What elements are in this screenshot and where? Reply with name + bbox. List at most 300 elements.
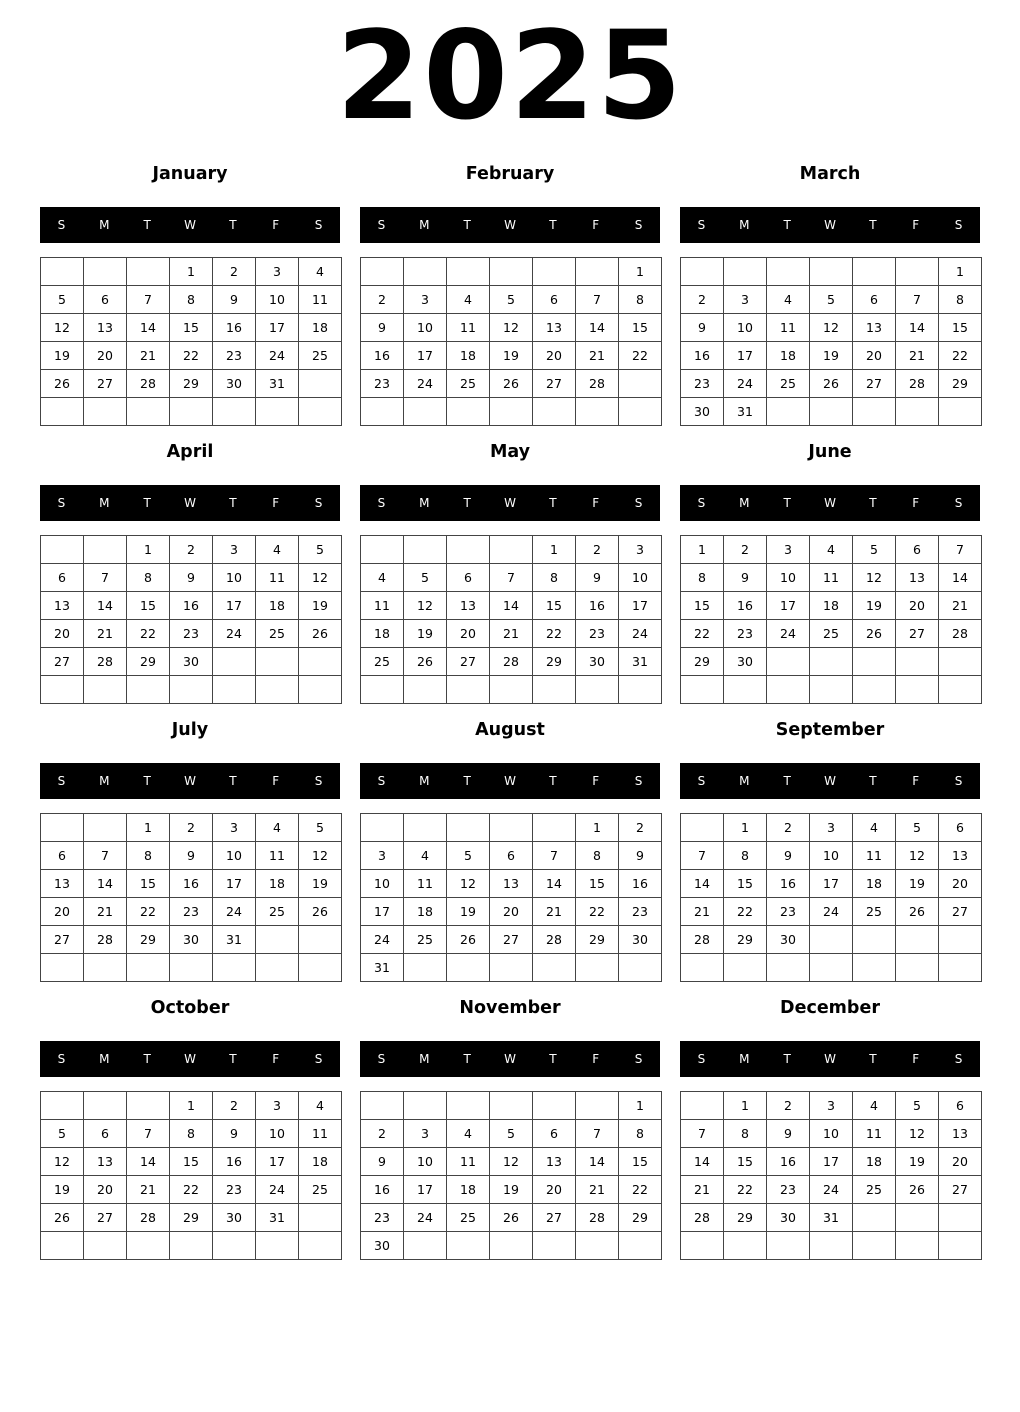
empty-day-cell <box>84 1092 127 1120</box>
day-cell: 21 <box>84 898 127 926</box>
day-cell: 22 <box>724 898 767 926</box>
empty-day-cell <box>576 1232 619 1260</box>
day-cell: 21 <box>127 1176 170 1204</box>
day-cell: 14 <box>576 1148 619 1176</box>
weekday-label: S <box>314 774 323 788</box>
empty-day-cell <box>767 676 810 704</box>
day-cell: 17 <box>767 592 810 620</box>
weekday-label: T <box>869 774 877 788</box>
day-cell: 15 <box>724 1148 767 1176</box>
day-cell: 18 <box>447 1176 490 1204</box>
day-cell: 23 <box>619 898 662 926</box>
day-cell: 25 <box>767 370 810 398</box>
day-cell: 7 <box>84 564 127 592</box>
week-row <box>361 954 662 982</box>
weekday-label: T <box>463 774 471 788</box>
day-cell: 30 <box>170 926 213 954</box>
empty-day-cell <box>256 676 299 704</box>
day-cell: 16 <box>213 314 256 342</box>
weekday-label: T <box>143 496 151 510</box>
day-cell: 23 <box>170 898 213 926</box>
empty-day-cell <box>619 676 662 704</box>
day-cell: 26 <box>853 620 896 648</box>
day-cell: 10 <box>724 314 767 342</box>
day-cell: 20 <box>896 592 939 620</box>
day-cell: 23 <box>576 620 619 648</box>
empty-day-cell <box>681 1232 724 1260</box>
day-cell: 28 <box>84 648 127 676</box>
weekday-header <box>360 485 660 521</box>
day-cell: 30 <box>767 926 810 954</box>
day-cell: 24 <box>256 342 299 370</box>
day-cell: 17 <box>810 870 853 898</box>
day-cell: 24 <box>724 370 767 398</box>
day-cell: 28 <box>681 926 724 954</box>
day-cell: 25 <box>256 898 299 926</box>
day-cell: 13 <box>41 592 84 620</box>
weekday-label: S <box>377 774 386 788</box>
day-cell: 16 <box>767 1148 810 1176</box>
week-row <box>361 314 662 342</box>
day-cell: 27 <box>939 898 982 926</box>
weekday-label: T <box>229 218 237 232</box>
day-cell: 25 <box>404 926 447 954</box>
empty-day-cell <box>681 954 724 982</box>
weekday-label: W <box>824 774 836 788</box>
empty-day-cell <box>896 258 939 286</box>
weekday-label: F <box>592 774 600 788</box>
day-cell: 2 <box>619 814 662 842</box>
weekday-header <box>680 763 980 799</box>
empty-day-cell <box>299 398 342 426</box>
empty-day-cell <box>84 536 127 564</box>
day-cell: 12 <box>447 870 490 898</box>
weekday-label: T <box>783 496 791 510</box>
weekday-label: M <box>419 774 430 788</box>
week-row <box>681 676 982 704</box>
empty-day-cell <box>299 648 342 676</box>
day-cell: 12 <box>853 564 896 592</box>
day-cell: 8 <box>170 1120 213 1148</box>
day-grid <box>680 1091 982 1260</box>
empty-day-cell <box>533 258 576 286</box>
empty-day-cell <box>361 676 404 704</box>
day-cell: 25 <box>853 1176 896 1204</box>
day-cell: 4 <box>256 814 299 842</box>
empty-day-cell <box>724 258 767 286</box>
day-cell: 24 <box>213 898 256 926</box>
empty-day-cell <box>256 648 299 676</box>
week-row <box>681 926 982 954</box>
empty-day-cell <box>41 676 84 704</box>
day-cell: 14 <box>127 314 170 342</box>
day-cell: 24 <box>619 620 662 648</box>
day-cell: 23 <box>361 1204 404 1232</box>
week-row <box>361 1120 662 1148</box>
week-row <box>681 286 982 314</box>
empty-day-cell <box>896 1232 939 1260</box>
day-cell: 1 <box>681 536 724 564</box>
empty-day-cell <box>213 398 256 426</box>
day-cell: 14 <box>490 592 533 620</box>
day-cell: 22 <box>619 1176 662 1204</box>
weekday-header <box>360 1041 660 1077</box>
day-cell: 9 <box>213 286 256 314</box>
day-cell: 11 <box>447 314 490 342</box>
empty-day-cell <box>404 258 447 286</box>
day-cell: 6 <box>939 1092 982 1120</box>
day-cell: 29 <box>724 926 767 954</box>
empty-day-cell <box>681 814 724 842</box>
empty-day-cell <box>404 676 447 704</box>
day-grid <box>680 535 982 704</box>
day-cell: 20 <box>84 1176 127 1204</box>
day-cell: 8 <box>724 842 767 870</box>
empty-day-cell <box>490 398 533 426</box>
day-cell: 2 <box>576 536 619 564</box>
weekday-label: S <box>697 1052 706 1066</box>
month-name: July <box>171 720 209 740</box>
weekday-label: S <box>377 218 386 232</box>
week-row <box>681 1092 982 1120</box>
day-cell: 20 <box>939 1148 982 1176</box>
empty-day-cell <box>810 954 853 982</box>
day-cell: 21 <box>84 620 127 648</box>
day-cell: 14 <box>681 1148 724 1176</box>
day-cell: 6 <box>41 842 84 870</box>
empty-day-cell <box>939 954 982 982</box>
day-cell: 25 <box>299 342 342 370</box>
day-grid <box>360 1091 662 1260</box>
day-cell: 9 <box>361 314 404 342</box>
empty-day-cell <box>724 676 767 704</box>
day-cell: 20 <box>41 898 84 926</box>
weekday-label: S <box>634 218 643 232</box>
weekday-label: F <box>272 218 280 232</box>
weekday-label: F <box>592 1052 600 1066</box>
week-row <box>41 286 342 314</box>
weekday-header <box>360 763 660 799</box>
weekday-label: W <box>824 496 836 510</box>
day-cell: 6 <box>84 286 127 314</box>
weekday-label: W <box>504 774 516 788</box>
day-cell: 27 <box>490 926 533 954</box>
day-cell: 15 <box>170 1148 213 1176</box>
empty-day-cell <box>213 954 256 982</box>
weekday-label: S <box>314 1052 323 1066</box>
day-cell: 17 <box>724 342 767 370</box>
day-cell: 24 <box>404 1204 447 1232</box>
day-cell: 31 <box>256 1204 299 1232</box>
day-cell: 22 <box>724 1176 767 1204</box>
day-cell: 23 <box>767 898 810 926</box>
day-cell: 27 <box>533 370 576 398</box>
week-row <box>361 342 662 370</box>
week-row <box>361 286 662 314</box>
day-cell: 31 <box>810 1204 853 1232</box>
day-grid <box>40 813 342 982</box>
day-cell: 19 <box>896 870 939 898</box>
empty-day-cell <box>127 1092 170 1120</box>
day-cell: 24 <box>404 370 447 398</box>
year-title: 2025 <box>336 5 684 147</box>
day-cell: 12 <box>404 592 447 620</box>
weekday-header <box>40 1041 340 1077</box>
weekday-label: W <box>824 218 836 232</box>
week-row <box>361 1232 662 1260</box>
week-row <box>681 954 982 982</box>
weekday-label: S <box>954 496 963 510</box>
day-cell: 27 <box>41 648 84 676</box>
day-cell: 18 <box>853 1148 896 1176</box>
week-row <box>681 1120 982 1148</box>
week-row <box>41 1092 342 1120</box>
day-cell: 5 <box>810 286 853 314</box>
day-cell: 12 <box>41 314 84 342</box>
day-cell: 30 <box>361 1232 404 1260</box>
weekday-label: T <box>143 1052 151 1066</box>
day-cell: 30 <box>681 398 724 426</box>
day-cell: 9 <box>724 564 767 592</box>
day-cell: 24 <box>361 926 404 954</box>
day-cell: 9 <box>170 842 213 870</box>
empty-day-cell <box>41 258 84 286</box>
day-cell: 8 <box>619 286 662 314</box>
empty-day-cell <box>490 1232 533 1260</box>
empty-day-cell <box>170 954 213 982</box>
day-cell: 29 <box>619 1204 662 1232</box>
day-cell: 11 <box>853 1120 896 1148</box>
empty-day-cell <box>490 536 533 564</box>
day-grid <box>360 535 662 704</box>
week-row <box>361 592 662 620</box>
week-row <box>681 564 982 592</box>
day-cell: 28 <box>576 370 619 398</box>
day-cell: 11 <box>767 314 810 342</box>
week-row <box>361 842 662 870</box>
empty-day-cell <box>939 676 982 704</box>
empty-day-cell <box>810 648 853 676</box>
weekday-label: S <box>954 1052 963 1066</box>
day-cell: 15 <box>170 314 213 342</box>
day-cell: 10 <box>361 870 404 898</box>
day-cell: 29 <box>681 648 724 676</box>
empty-day-cell <box>490 258 533 286</box>
day-cell: 22 <box>681 620 724 648</box>
empty-day-cell <box>447 954 490 982</box>
day-cell: 1 <box>127 536 170 564</box>
weekday-label: S <box>634 774 643 788</box>
week-row <box>41 1204 342 1232</box>
day-cell: 14 <box>681 870 724 898</box>
week-row <box>361 870 662 898</box>
day-cell: 17 <box>256 1148 299 1176</box>
day-cell: 12 <box>490 314 533 342</box>
day-cell: 16 <box>361 1176 404 1204</box>
weekday-label: W <box>184 496 196 510</box>
day-cell: 11 <box>447 1148 490 1176</box>
day-cell: 30 <box>619 926 662 954</box>
day-cell: 5 <box>404 564 447 592</box>
day-cell: 21 <box>681 1176 724 1204</box>
empty-day-cell <box>41 398 84 426</box>
weekday-label: S <box>377 1052 386 1066</box>
weekday-label: F <box>912 218 920 232</box>
day-cell: 2 <box>724 536 767 564</box>
weekday-label: M <box>739 218 750 232</box>
day-cell: 9 <box>361 1148 404 1176</box>
empty-day-cell <box>767 1232 810 1260</box>
day-cell: 7 <box>533 842 576 870</box>
day-cell: 29 <box>724 1204 767 1232</box>
day-cell: 8 <box>127 564 170 592</box>
day-cell: 5 <box>490 1120 533 1148</box>
day-cell: 31 <box>724 398 767 426</box>
day-cell: 13 <box>41 870 84 898</box>
day-cell: 15 <box>127 870 170 898</box>
day-cell: 12 <box>810 314 853 342</box>
day-cell: 17 <box>213 592 256 620</box>
day-cell: 15 <box>681 592 724 620</box>
empty-day-cell <box>41 1092 84 1120</box>
day-cell: 7 <box>576 1120 619 1148</box>
day-cell: 23 <box>681 370 724 398</box>
day-cell: 2 <box>767 814 810 842</box>
day-cell: 18 <box>361 620 404 648</box>
day-cell: 27 <box>447 648 490 676</box>
day-cell: 3 <box>810 1092 853 1120</box>
week-row <box>41 842 342 870</box>
day-cell: 9 <box>576 564 619 592</box>
empty-day-cell <box>299 370 342 398</box>
month-name: February <box>465 164 555 184</box>
day-cell: 25 <box>447 1204 490 1232</box>
weekday-label: S <box>954 218 963 232</box>
weekday-header <box>680 485 980 521</box>
empty-day-cell <box>724 954 767 982</box>
day-cell: 31 <box>213 926 256 954</box>
day-cell: 22 <box>939 342 982 370</box>
day-cell: 27 <box>41 926 84 954</box>
day-cell: 1 <box>170 1092 213 1120</box>
empty-day-cell <box>299 926 342 954</box>
day-cell: 29 <box>127 648 170 676</box>
month-name: September <box>775 720 885 740</box>
day-cell: 19 <box>896 1148 939 1176</box>
day-cell: 4 <box>404 842 447 870</box>
day-cell: 2 <box>213 258 256 286</box>
day-cell: 26 <box>810 370 853 398</box>
day-cell: 6 <box>853 286 896 314</box>
weekday-label: F <box>272 774 280 788</box>
day-cell: 19 <box>299 592 342 620</box>
weekday-label: S <box>634 496 643 510</box>
day-cell: 10 <box>256 1120 299 1148</box>
empty-day-cell <box>576 676 619 704</box>
day-cell: 9 <box>619 842 662 870</box>
day-cell: 6 <box>84 1120 127 1148</box>
day-grid <box>40 1091 342 1260</box>
week-row <box>361 258 662 286</box>
empty-day-cell <box>213 676 256 704</box>
day-cell: 19 <box>41 342 84 370</box>
day-cell: 27 <box>84 1204 127 1232</box>
day-cell: 12 <box>896 842 939 870</box>
day-cell: 7 <box>681 1120 724 1148</box>
day-cell: 19 <box>853 592 896 620</box>
week-row <box>681 536 982 564</box>
weekday-label: S <box>57 774 66 788</box>
weekday-label: T <box>549 774 557 788</box>
weekday-label: S <box>57 1052 66 1066</box>
day-grid <box>360 257 662 426</box>
day-cell: 5 <box>447 842 490 870</box>
empty-day-cell <box>576 258 619 286</box>
day-cell: 19 <box>404 620 447 648</box>
day-cell: 5 <box>41 1120 84 1148</box>
weekday-label: S <box>697 496 706 510</box>
day-cell: 10 <box>619 564 662 592</box>
day-grid <box>680 813 982 982</box>
weekday-label: S <box>697 218 706 232</box>
day-cell: 15 <box>533 592 576 620</box>
weekday-label: T <box>549 1052 557 1066</box>
empty-day-cell <box>404 1232 447 1260</box>
empty-day-cell <box>404 536 447 564</box>
week-row <box>361 1204 662 1232</box>
day-cell: 20 <box>533 342 576 370</box>
day-cell: 15 <box>939 314 982 342</box>
day-cell: 13 <box>490 870 533 898</box>
weekday-label: M <box>739 774 750 788</box>
day-cell: 30 <box>767 1204 810 1232</box>
day-cell: 18 <box>404 898 447 926</box>
day-cell: 14 <box>939 564 982 592</box>
day-cell: 3 <box>213 814 256 842</box>
day-cell: 21 <box>681 898 724 926</box>
empty-day-cell <box>853 258 896 286</box>
day-cell: 27 <box>84 370 127 398</box>
empty-day-cell <box>810 258 853 286</box>
weekday-label: F <box>592 496 600 510</box>
day-cell: 16 <box>767 870 810 898</box>
day-cell: 2 <box>767 1092 810 1120</box>
empty-day-cell <box>853 1232 896 1260</box>
week-row <box>361 536 662 564</box>
day-cell: 8 <box>576 842 619 870</box>
day-cell: 22 <box>127 898 170 926</box>
weekday-label: M <box>99 1052 110 1066</box>
empty-day-cell <box>170 676 213 704</box>
day-cell: 1 <box>533 536 576 564</box>
day-cell: 29 <box>939 370 982 398</box>
day-cell: 15 <box>127 592 170 620</box>
empty-day-cell <box>404 814 447 842</box>
day-cell: 7 <box>127 1120 170 1148</box>
empty-day-cell <box>810 398 853 426</box>
empty-day-cell <box>896 676 939 704</box>
day-cell: 14 <box>84 870 127 898</box>
day-cell: 30 <box>213 370 256 398</box>
weekday-header <box>680 1041 980 1077</box>
day-cell: 3 <box>361 842 404 870</box>
day-cell: 4 <box>361 564 404 592</box>
weekday-label: S <box>57 218 66 232</box>
day-grid <box>40 535 342 704</box>
day-cell: 4 <box>853 814 896 842</box>
empty-day-cell <box>84 814 127 842</box>
day-cell: 1 <box>724 1092 767 1120</box>
